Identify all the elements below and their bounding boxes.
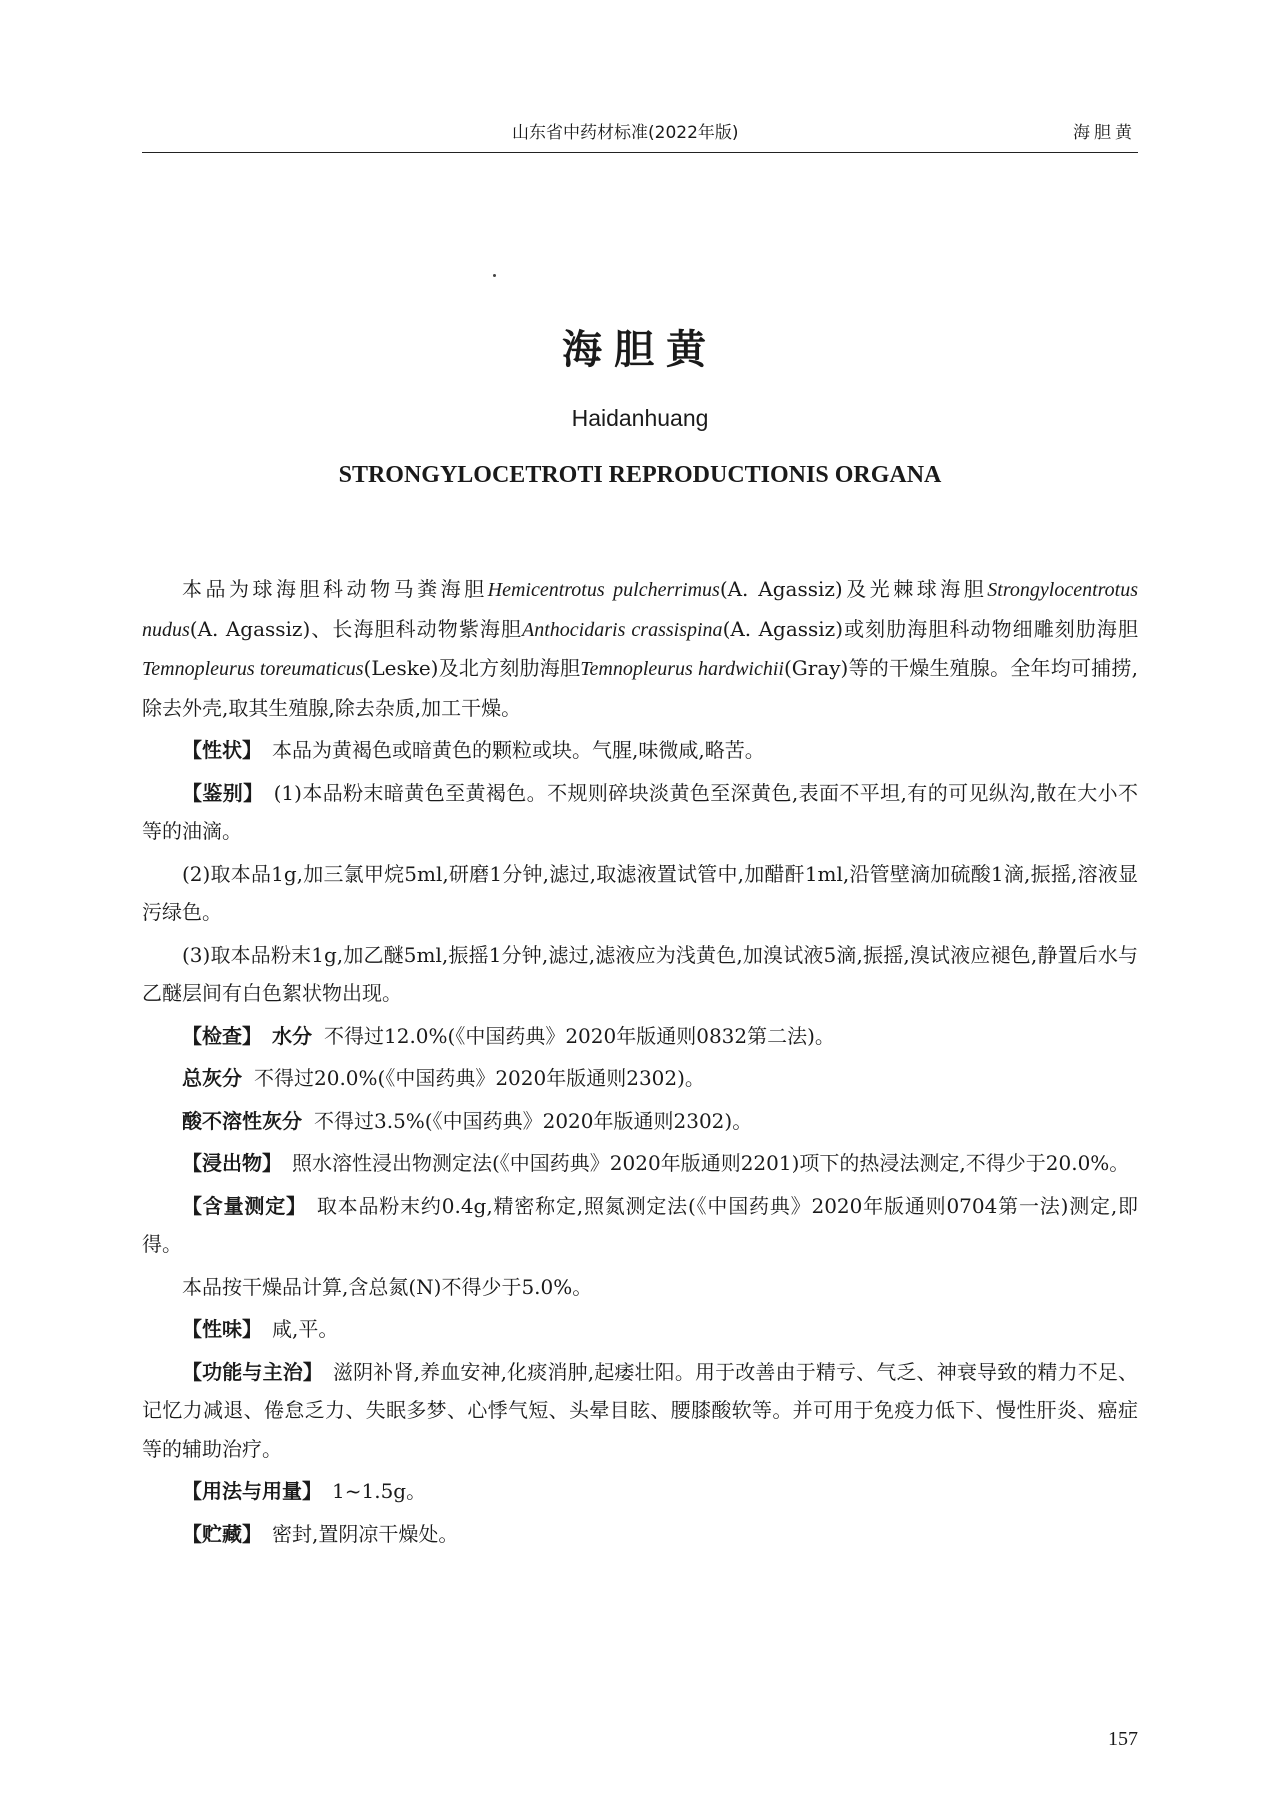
section-text: 密封,置阴凉干燥处。 (272, 1521, 459, 1546)
section-label: 【功能与主治】 (182, 1359, 324, 1384)
intro-text: (Leske)及北方刻肋海胆 (363, 656, 581, 680)
entry-body (142, 570, 1138, 1557)
section-text: 咸,平。 (272, 1317, 339, 1341)
running-header (142, 112, 1138, 142)
section-label: 【用法与用量】 (182, 1479, 322, 1503)
intro-paragraph (142, 570, 1138, 727)
subsection-label: 酸不溶性灰分 (182, 1108, 302, 1133)
intro-text: (A. Agassiz)、长海胆科动物紫海胆 (189, 616, 523, 641)
section-text: 不得过3.5%(《中国药典》2020年版通则2302)。 (314, 1108, 753, 1133)
section-identification (142, 774, 1138, 851)
subsection-label: 水分 (272, 1023, 312, 1048)
section-text: (1)本品粉末暗黄色至黄褐色。不规则碎块淡黄色至深黄色,表面不平坦,有的可见纵沟,散在大小不等的油滴。 (142, 780, 1139, 843)
species-name: Temnopleurus hardwichii (580, 658, 784, 680)
section-text: 取本品粉末约0.4g,精密称定,照氮测定法(《中国药典》2020年版通则0704第一法)测定,即得。 (142, 1193, 1138, 1256)
section-text: 1~1.5g。 (332, 1479, 427, 1503)
section-text: 本品为黄褐色或暗黄色的颗粒或块。气腥,味微咸,略苦。 (272, 738, 765, 762)
intro-text: (A. Agassiz)及光棘球海胆 (719, 577, 988, 601)
inspection-item (142, 1059, 1138, 1098)
section-storage (142, 1515, 1138, 1554)
stray-mark (493, 274, 496, 277)
header-entry-name: 海胆黄 (1073, 123, 1136, 143)
section-text: 照水溶性浸出物测定法(《中国药典》2020年版通则2201)项下的热浸法测定,不得少于20.0%。 (292, 1151, 1130, 1175)
entry-latin-name: STRONGYLOCETROTI REPRODUCTIONIS ORGANA (338, 462, 942, 488)
section-label: 【检查】 (182, 1023, 262, 1048)
inspection-item (142, 1102, 1138, 1141)
species-name: Anthocidaris crassispina (522, 618, 723, 641)
species-name: Temnopleurus toreumaticus (142, 658, 364, 680)
section-inspection (142, 1017, 1138, 1056)
identification-item: (2)取本品1g,加三氯甲烷5ml,研磨1分钟,滤过,取滤液置试管中,加醋酐1ml,沿管壁滴加硫酸1滴,振摇,溶液显污绿色。 (142, 861, 1138, 924)
section-dosage (142, 1472, 1138, 1511)
entry-title: 海胆黄 (562, 327, 718, 373)
subsection-label: 总灰分 (182, 1066, 242, 1090)
section-label: 【鉴别】 (182, 780, 264, 805)
section-text: 不得过20.0%(《中国药典》2020年版通则2302)。 (254, 1066, 705, 1090)
section-label: 【性味】 (182, 1317, 262, 1341)
species-name: Hemicentrotus pulcherrimus (487, 579, 720, 601)
species-name: Strongylocentrotus nudus (142, 579, 1139, 641)
section-label: 【性状】 (182, 738, 262, 762)
section-label: 【浸出物】 (182, 1151, 282, 1175)
section-nature-flavor (142, 1310, 1138, 1349)
intro-text: (A. Agassiz)或刻肋海胆科动物细雕刻肋海胆 (722, 616, 1138, 641)
intro-text: (Gray)等的干燥生殖腺。全年均可捕捞,除去外壳,取其生殖腺,除去杂质,加工干燥。 (142, 656, 1138, 720)
section-text: 不得过12.0%(《中国药典》2020年版通则0832第二法)。 (324, 1023, 835, 1048)
section-functions (142, 1353, 1138, 1469)
intro-text: 本品为球海胆科动物马粪海胆 (182, 577, 488, 601)
section-assay (142, 1187, 1138, 1264)
header-book-title: 山东省中药材标准(2022年版) (512, 123, 739, 143)
entry-pinyin: Haidanhuang (571, 405, 709, 431)
section-label: 【含量测定】 (182, 1193, 307, 1218)
section-extract (142, 1144, 1138, 1183)
header-rule (142, 152, 1138, 153)
assay-result: 本品按干燥品计算,含总氮(N)不得少于5.0%。 (182, 1274, 593, 1299)
identification-item: (3)取本品粉末1g,加乙醚5ml,振摇1分钟,滤过,滤液应为浅黄色,加溴试液5滴,振摇,溴试液应褪色,静置后水与乙醚层间有白色絮状物出现。 (142, 942, 1138, 1005)
section-description (142, 731, 1138, 770)
section-label: 【贮藏】 (182, 1521, 262, 1546)
section-text: 滋阴补肾,养血安神,化痰消肿,起痿壮阳。用于改善由于精亏、气乏、神衰导致的精力不足、记忆力减退、倦怠乏力、失眠多梦、心悸气短、头晕目眩、腰膝酸软等。并可用于免疫力低下、慢性肝炎、癌症等的辅助治疗。 (142, 1359, 1138, 1461)
page-number: 157 (1108, 1728, 1138, 1750)
